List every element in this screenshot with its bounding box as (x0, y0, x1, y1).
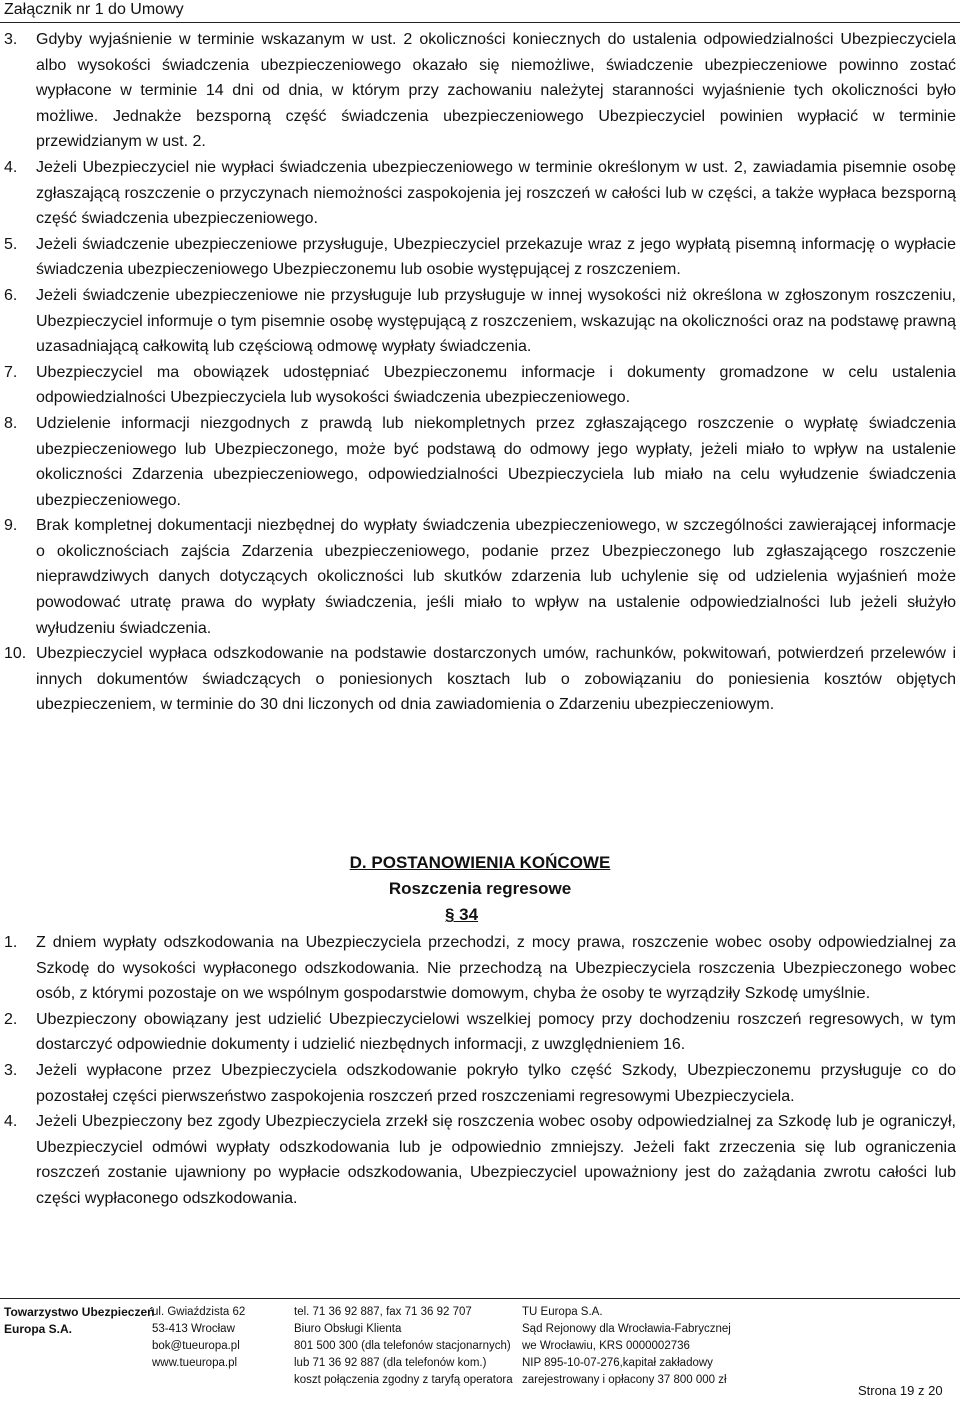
item-number: 1. (4, 934, 18, 951)
item-text: Jeżeli świadczenie ubezpieczeniowe przysługuje, Ubezpieczyciel przekazuje wraz z jego wypłatą pisemną informację o wypłacie świadczenia ubezpieczeniowego Ubezpieczonemu lub osobie występującej z roszczeniem. (36, 235, 956, 279)
footer-line: ul. Gwiaździsta 62 (152, 1306, 246, 1318)
item-number: 4. (4, 158, 18, 176)
section-subtitle: Roszczenia regresowe (388, 879, 572, 898)
list-item (0, 1058, 960, 1109)
footer-line: 801 500 300 (dla telefonów stacjonarnych) (294, 1340, 511, 1352)
list-item (0, 360, 960, 411)
item-text: Jeżeli świadczenie ubezpieczeniowe nie przysługuje lub przysługuje w innej wysokości niż określona w zgłoszonym roszczeniu, Ubezpieczyciel informuje o tym pisemnie osobę występującą z roszczeniem, wskazując na okoliczności oraz na podstawę prawną uzasadniającą całkowitą lub częściową odmowę wypłaty świadczenia. (36, 286, 956, 356)
item-text: Jeżeli Ubezpieczony bez zgody Ubezpieczyciela zrzekł się roszczenia wobec osoby odpowiedzialnej za Szkodę lub je ograniczył, Ubezpieczyciel odmówi wypłaty odszkodowania lub je odpowiednio zmniejszy. Jeżeli fakt zrzeczenia się lub ograniczenia roszczeń zostanie ujawniony po wypłacie odszkodowania, Ubezpieczyciel upoważniony jest do zażądania zwrotu całości lub części wypłaconego odszkodowania. (36, 1113, 956, 1207)
list-item (0, 411, 960, 513)
item-text: Gdyby wyjaśnienie w terminie wskazanym w ust. 2 okoliczności koniecznych do ustalenia odpowiedzialności Ubezpieczyciela albo wysokości świadczenia ubezpieczeniowego okazało się niemożliwe, świadczenie ubezpieczeniowe powinno zostać wypłacone w terminie 14 dni od dnia, w którym przy zachowaniu należytej staranności wyjaśnienie tych okoliczności było możliwe. Jednakże bezsporną część świadczenia ubezpieczeniowego Ubezpieczyciel powinien wypłacić w terminie przewidzianym w ust. 2. (36, 31, 956, 151)
item-text: Jeżeli Ubezpieczyciel nie wypłaci świadczenia ubezpieczeniowego w terminie określonym w ust. 2, zawiadamia pisemnie osobę zgłaszającą roszczenie o przyczynach niemożności zaspokojenia jej roszczeń w całości lub w części, a także wypłaca bezsporną część świadczenia ubezpieczeniowego. (36, 158, 956, 228)
footer-address (152, 1304, 245, 1372)
header-divider (0, 22, 960, 23)
footer-website[interactable]: www.tueuropa.pl (152, 1357, 238, 1369)
footer-line: 53-413 Wrocław (152, 1323, 235, 1335)
recourse-claims-list (0, 930, 960, 1212)
item-text: Jeżeli wypłacone przez Ubezpieczyciela odszkodowanie pokryło tylko część Szkody, Ubezpieczonemu przysługuje co do pozostałej części pierwszeństwo zaspokojenia roszczeń przed roszczeniami regresowymi Ubezpieczyciela. (36, 1061, 956, 1105)
footer-line: Biuro Obsługi Klienta (294, 1323, 402, 1335)
footer-line: NIP 895-10-07-276,kapitał zakładowy (522, 1357, 713, 1369)
footer-line: zarejestrowany i opłacony 37 800 000 zł (522, 1374, 727, 1386)
item-number: 7. (4, 363, 18, 381)
footer-line: lub 71 36 92 887 (dla telefonów kom.) (294, 1357, 487, 1369)
list-item (0, 641, 960, 718)
item-number: 9. (4, 517, 18, 535)
footer-line: TU Europa S.A. (522, 1306, 603, 1318)
footer-line: Sąd Rejonowy dla Wrocławia-Fabrycznej (522, 1323, 731, 1335)
list-item (0, 1007, 960, 1058)
paragraph-number: § 34 (445, 905, 479, 924)
page-header-title: Załącznik nr 1 do Umowy (4, 1, 184, 18)
footer-line: tel. 71 36 92 887, fax 71 36 92 707 (294, 1306, 472, 1318)
item-number: 3. (4, 31, 18, 48)
footer-line: koszt połączenia zgodny z taryfą operatora (294, 1374, 513, 1386)
list-item (0, 283, 960, 360)
item-text: Z dniem wypłaty odszkodowania na Ubezpieczyciela przechodzi, z mocy prawa, roszczenie wobec osoby odpowiedzialnej za Szkodę do wysokości wypłaconego odszkodowania. Nie przechodzą na Ubezpieczyciela roszczenia Ubezpieczonego wobec osób, z którymi pozostaje on we wspólnym gospodarstwie domowym, chyba że osoby te wyrządziły Szkodę umyślnie. (36, 934, 956, 1003)
item-number: 10. (4, 645, 27, 663)
item-text: Ubezpieczyciel wypłaca odszkodowanie na podstawie dostarczonych umów, rachunków, pokwitowań, potwierdzeń przelewów i innych dokumentów świadczących o poniesionych kosztach lub o zobowiązaniu do poniesienia kosztów objętych ubezpieczeniem, w terminie do 30 dni liczonych od dnia zawiadomienia o Zdarzeniu ubezpieczeniowym. (36, 645, 956, 714)
section-title: D. POSTANOWIENIA KOŃCOWE (349, 853, 611, 872)
item-text: Ubezpieczony obowiązany jest udzielić Ubezpieczycielowi wszelkiej pomocy przy dochodzeniu roszczeń regresowych, w tym dostarczyć odpowiednie dokumenty i udzielić niezbędnych informacji, z uwzględnieniem 16. (36, 1010, 956, 1054)
list-item (0, 1109, 960, 1211)
page-number: Strona 19 z 20 (858, 1383, 943, 1398)
item-number: 6. (4, 286, 18, 304)
item-text: Brak kompletnej dokumentacji niezbędnej do wypłaty świadczenia ubezpieczeniowego, w szczególności zawierającej informacje o okolicznościach zajścia Zdarzenia ubezpieczeniowego, podanie przez Ubezpieczonego lub zgłaszającego roszczenie nieprawdziwych danych dotyczących okoliczności lub skutków zdarzenia lub uchylenie się od udzielenia wyjaśnień może powodować utratę prawa do wypłaty świadczenia, jeśli miało to wpływ na ustalenie odpowiedzialności lub jeżeli służyło wyłudzeniu świadczenia. (36, 517, 956, 637)
footer-line: Europa S.A. (4, 1322, 73, 1336)
item-number: 4. (4, 1113, 18, 1131)
item-text: Ubezpieczyciel ma obowiązek udostępniać Ubezpieczonemu informacje i dokumenty gromadzone w celu ustalenia odpowiedzialności Ubezpieczyciela lub wysokości świadczenia ubezpieczeniowego. (36, 363, 956, 407)
list-item (0, 232, 960, 283)
item-number: 5. (4, 235, 18, 253)
list-item (0, 513, 960, 641)
footer-divider (0, 1298, 960, 1299)
item-number: 2. (4, 1010, 18, 1028)
item-number: 8. (4, 414, 18, 432)
list-item (0, 27, 960, 155)
footer-registry (522, 1304, 731, 1389)
claims-settlement-list (0, 27, 960, 718)
item-text: Udzielenie informacji niezgodnych z prawdą lub niekompletnych przez zgłaszającego roszczenie o wypłatę świadczenia ubezpieczeniowego lub Ubezpieczonego, może być podstawą do odmowy jego wypłaty, jeżeli miało to wpływ na ustalenie okoliczności Zdarzenia ubezpieczeniowego, odpowiedzialności Ubezpieczyciela lub miało na celu wyłudzenie świadczenia ubezpieczeniowego. (36, 414, 956, 509)
footer-line: Towarzystwo Ubezpieczeń (4, 1305, 155, 1319)
list-item (0, 930, 960, 1007)
footer-email[interactable]: bok@tueuropa.pl (152, 1340, 240, 1352)
list-item (0, 155, 960, 232)
item-number: 3. (4, 1061, 18, 1079)
footer-company (4, 1304, 154, 1338)
footer-line: we Wrocławiu, KRS 0000002736 (522, 1340, 690, 1352)
footer-contact (294, 1304, 513, 1389)
